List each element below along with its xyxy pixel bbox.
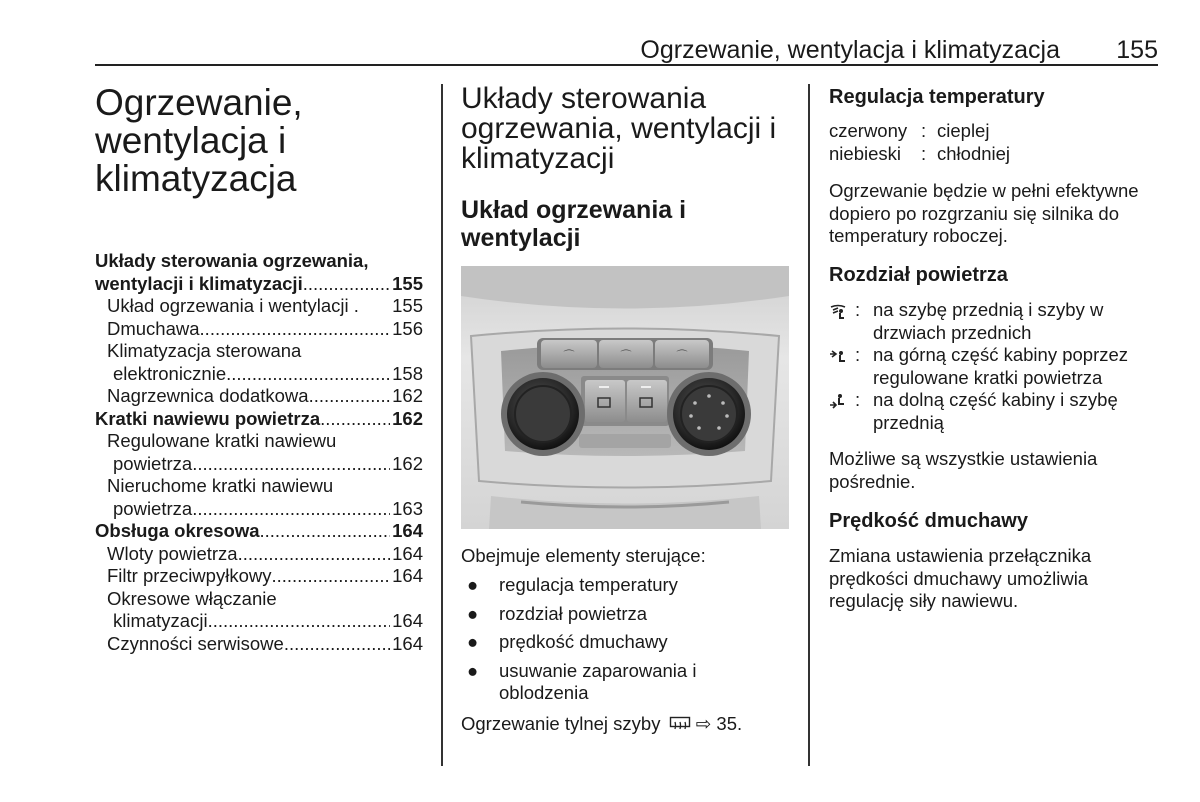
air-distribution-text — [873, 344, 1159, 389]
toc-leader-dots — [200, 318, 391, 341]
toc-entry-sub[interactable] — [95, 633, 423, 656]
column-divider-right — [808, 84, 810, 766]
toc-page-number[interactable]: 158 — [392, 362, 423, 384]
toc-entry-sub[interactable] — [95, 543, 423, 566]
paragraph-line: na górną część kabiny poprzez — [873, 344, 1129, 365]
air-distribution-list — [829, 299, 1159, 434]
paragraph-line: regulację siły nawiewu. — [829, 590, 1019, 611]
toc-leader-dots — [238, 543, 391, 566]
air-distribution-heading: Rozdział powietrza — [829, 264, 1008, 286]
chapter-title-line: klimatyzacja — [95, 158, 297, 199]
definition-row — [829, 120, 1159, 143]
definition-colon: : — [855, 344, 861, 365]
paragraph-line: pośrednie. — [829, 470, 916, 492]
chapter-title — [95, 84, 435, 198]
list-item — [461, 631, 791, 654]
section-title-line: klimatyzacji — [461, 142, 615, 175]
toc-leader-dots — [192, 453, 390, 476]
toc-entry-label: Czynności serwisowe — [107, 632, 284, 654]
toc-entry-label: elektronicznie — [113, 362, 227, 384]
toc-entry-label: Kratki nawiewu powietrza — [95, 407, 321, 429]
toc-leader-dots — [309, 385, 391, 408]
windscreen-airflow-icon — [829, 299, 855, 344]
svg-text:⌒: ⌒ — [620, 349, 632, 362]
paragraph-line: regulowane kratki powietrza — [873, 366, 1103, 388]
rear-window-heater-icon — [669, 716, 691, 732]
air-distribution-text — [873, 389, 1159, 434]
toc-entry-sub[interactable] — [95, 475, 423, 520]
svg-text:⌒: ⌒ — [563, 349, 575, 362]
toc-entry-label: Wloty powietrza — [107, 542, 238, 564]
definition-colon: : — [921, 120, 927, 141]
air-distribution-row — [829, 344, 1159, 389]
toc-entry-sub[interactable] — [95, 565, 423, 588]
toc-leader-dots — [303, 273, 390, 296]
climate-control-panel-photo — [461, 266, 789, 529]
toc-entry-label: powietrza — [113, 497, 193, 519]
air-distribution-text — [873, 299, 1159, 344]
toc-page-number[interactable]: 162 — [392, 385, 423, 406]
bullet: ● — [467, 659, 479, 681]
toc-page-number[interactable]: 162 — [392, 407, 423, 429]
subsection-title-line: wentylacji — [461, 224, 581, 252]
list-item-text: usuwanie zaparowania i — [499, 659, 697, 681]
section-title — [461, 84, 801, 174]
toc-entry-label: Dmuchawa — [107, 317, 200, 339]
toc-page-number[interactable]: 163 — [392, 497, 423, 519]
subsection-title — [461, 196, 801, 252]
bullet: ● — [467, 602, 479, 624]
toc-page-number[interactable]: 164 — [392, 520, 423, 541]
toc-entry-label: wentylacji i klimatyzacji — [95, 272, 303, 294]
reference-arrow-icon: ⇨ — [695, 713, 712, 734]
toc-entry-main[interactable] — [95, 408, 423, 431]
list-item-text: prędkość dmuchawy — [499, 631, 668, 652]
list-item-text: rozdział powietrza — [499, 602, 648, 624]
paragraph-line: przednią — [873, 411, 944, 433]
subsection-title-line: Układ ogrzewania i — [461, 196, 687, 224]
temperature-heading: Regulacja temperatury — [829, 86, 1045, 108]
toc-entry-label: Układ ogrzewania i wentylacji . — [107, 295, 359, 316]
fan-speed-note — [829, 545, 1159, 613]
toc-leader-dots — [284, 633, 390, 656]
toc-page-number[interactable]: 164 — [392, 632, 423, 654]
controls-intro: Obejmuje elementy sterujące: — [461, 545, 706, 566]
toc-page-number[interactable]: 164 — [392, 565, 423, 586]
toc-leader-dots — [208, 610, 391, 633]
footwell-airflow-icon — [829, 389, 855, 434]
header-rule — [95, 64, 1158, 66]
toc-entry-main[interactable] — [95, 520, 423, 543]
toc-entry-label: Układy sterowania ogrzewania, — [95, 250, 369, 271]
definition-row — [829, 143, 1159, 166]
toc-entry-label: Regulowane kratki nawiewu — [107, 430, 337, 451]
toc-entry-main[interactable] — [95, 250, 423, 295]
toc-entry-label: powietrza — [113, 452, 193, 474]
toc-entry-sub[interactable] — [95, 430, 423, 475]
page-number: 155 — [1116, 36, 1158, 64]
paragraph-line: prędkości dmuchawy umożliwia — [829, 567, 1089, 589]
definition-desc: chłodniej — [937, 142, 1011, 164]
toc-page-number[interactable]: 164 — [392, 610, 423, 631]
toc-page-number[interactable]: 162 — [392, 452, 423, 474]
toc-entry-label: Klimatyzacja sterowana — [107, 340, 302, 361]
paragraph-line: dopiero po rozgrzaniu się silnika do — [829, 202, 1120, 224]
list-item-text: regulacja temperatury — [499, 574, 678, 595]
paragraph-line: Możliwe są wszystkie ustawienia — [829, 448, 1098, 469]
definition-colon: : — [855, 389, 861, 410]
toc-entry-label: Filtr przeciwpyłkowy — [107, 565, 272, 586]
svg-text:⌒: ⌒ — [676, 349, 688, 362]
rear-defrost-reference — [461, 713, 791, 736]
toc-page-number[interactable]: 164 — [392, 542, 423, 564]
definition-colon: : — [921, 142, 927, 164]
air-distribution-note — [829, 448, 1159, 493]
paragraph-line: drzwiach przednich — [873, 321, 1032, 343]
toc-page-number[interactable]: 156 — [392, 317, 423, 339]
toc-leader-dots — [320, 408, 390, 431]
toc-page-number[interactable]: 155 — [392, 272, 423, 294]
paragraph-line: temperatury roboczej. — [829, 225, 1008, 246]
fan-speed-heading: Prędkość dmuchawy — [829, 510, 1028, 532]
toc-entry-sub[interactable] — [95, 295, 423, 318]
paragraph-line: na szybę przednią i szyby w — [873, 299, 1104, 320]
upper-body-airflow-icon — [829, 344, 855, 389]
list-item — [461, 603, 791, 626]
toc-leader-dots — [271, 565, 390, 588]
chapter-title-line: Ogrzewanie, — [95, 82, 303, 123]
section-title-line: Układy sterowania — [461, 82, 707, 115]
controls-list — [461, 574, 791, 711]
toc-entry-label: Okresowe włączanie — [107, 587, 277, 609]
section-title-line: ogrzewania, wentylacji i — [461, 112, 777, 145]
list-item — [461, 660, 791, 705]
list-item-text: oblodzenia — [499, 682, 589, 703]
toc-entry-label: Nagrzewnica dodatkowa — [107, 385, 309, 406]
chapter-title-line: wentylacja i — [95, 120, 287, 161]
toc-leader-dots — [260, 520, 391, 543]
temperature-note — [829, 180, 1159, 248]
air-distribution-row — [829, 389, 1159, 434]
bullet: ● — [467, 574, 479, 595]
toc-entry-sub[interactable] — [95, 385, 423, 408]
paragraph-line: na dolną część kabiny i szybę — [873, 389, 1118, 410]
running-title: Ogrzewanie, wentylacja i klimatyzacja — [640, 36, 1060, 64]
toc-entry-label: Nieruchome kratki nawiewu — [107, 475, 334, 496]
rear-defrost-text: Ogrzewanie tylnej szyby — [461, 713, 661, 734]
toc-entry-sub[interactable] — [95, 588, 423, 633]
column-divider-left — [441, 84, 443, 766]
toc-entry-label: klimatyzacji — [113, 610, 208, 631]
air-distribution-row — [829, 299, 1159, 344]
toc-entry-sub[interactable] — [95, 318, 423, 341]
toc-leader-dots — [226, 363, 390, 386]
toc-entry-sub[interactable] — [95, 340, 423, 385]
toc-page-number[interactable]: 155 — [392, 295, 423, 316]
definition-term: niebieski — [829, 142, 901, 164]
rear-defrost-page-ref[interactable]: 35. — [716, 713, 743, 734]
paragraph-line: Zmiana ustawienia przełącznika — [829, 545, 1092, 566]
definition-term: czerwony — [829, 120, 908, 141]
definition-desc: cieplej — [937, 120, 990, 141]
toc-entry-label: Obsługa okresowa — [95, 520, 260, 541]
table-of-contents — [95, 250, 423, 655]
paragraph-line: Ogrzewanie będzie w pełni efektywne — [829, 180, 1139, 201]
bullet: ● — [467, 631, 479, 652]
toc-leader-dots — [192, 498, 390, 521]
definition-colon: : — [855, 299, 861, 320]
temperature-definitions — [829, 120, 1159, 165]
list-item — [461, 574, 791, 597]
